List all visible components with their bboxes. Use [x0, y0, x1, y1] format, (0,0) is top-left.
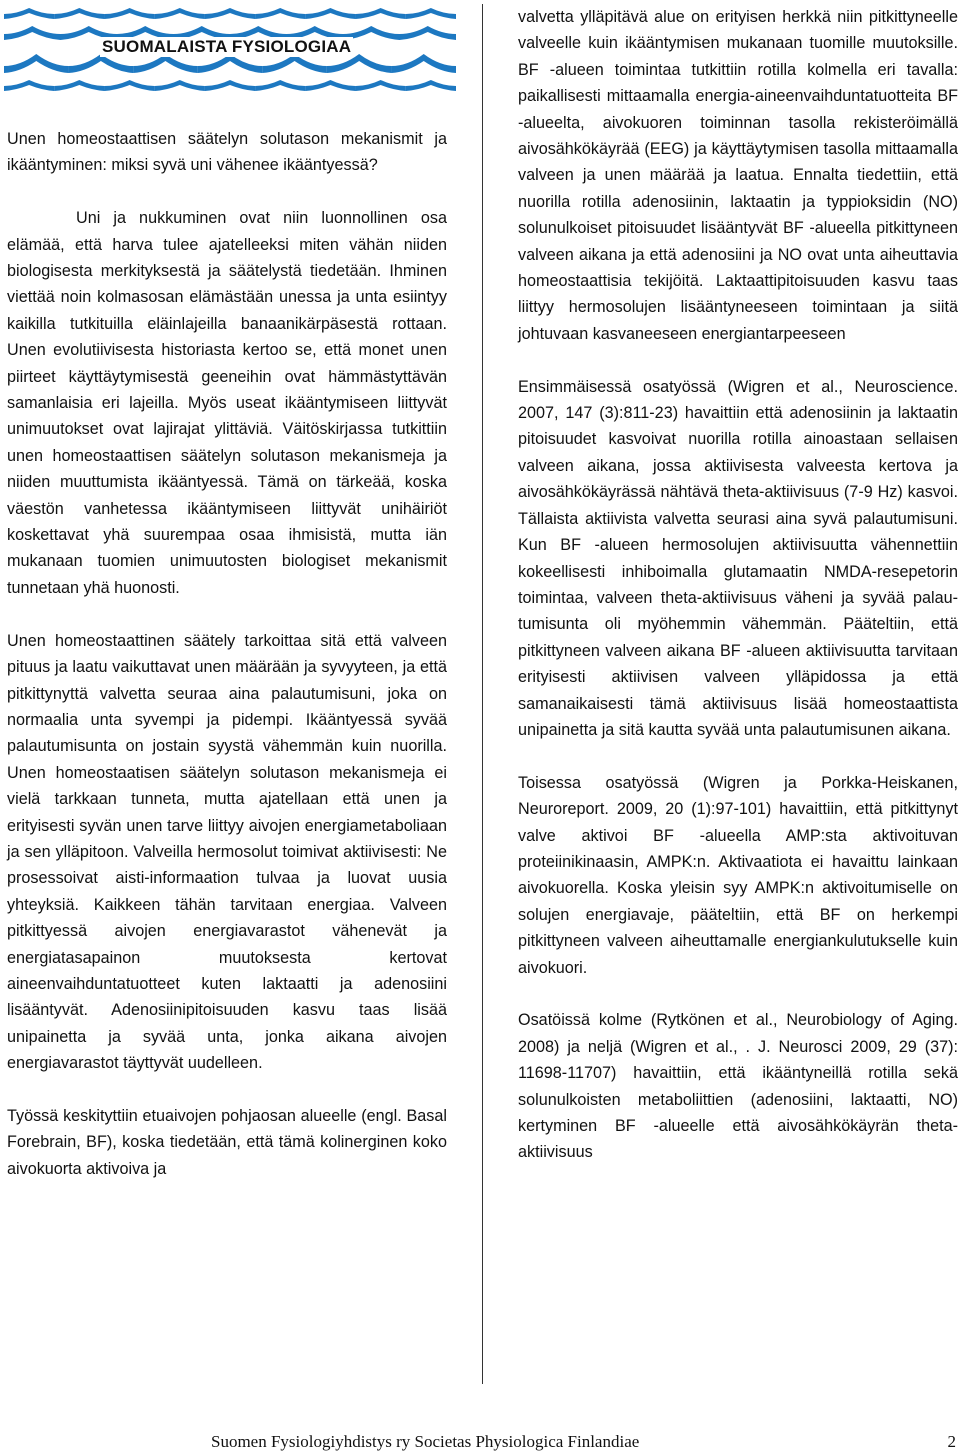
paragraph-bf-methods: valvetta ylläpitävä alue on erityisen herkkä niin pitkittyneelle valveelle kuin ikääntymisen mukanaan tuomille muutoksille. BF -alueen toimintaa tutkittiin rotilla kolmella eri tavalla: paikallisesti mittaamalla energia-aineenvaihduntatuotteita BF -alueelta, aivokuoren toiminnan tasolla rekisteröimällä aivosähkökäyrää (EEG) ja käyttäytymisen tasolla mittaamalla valveen ja unen määrää ja laatua. Ennalta tiedettiin, että nuorilla rotilla adenosiinin, laktaatin ja typpioksidin (NO) solunulkoiset pitoisuudet lisääntyvät BF -alueella pitkittyneen valveen aikana ja että adenosiini ja NO ovat unta aiheuttavia homeostaattisia tekijöitä. Laktaattipitoisuuden kasvu taas liittyy hermosolujen lisääntyneeseen toimintaan ja siitä johtuvaan kasvaneeseen energiantarpeeseen [518, 8, 958, 343]
page-footer [211, 1432, 956, 1452]
paragraph-study-2: Toisessa osatyössä (Wigren ja Porkka-Heiskanen, Neuroreport. 2009, 20 (1):97-101) havaittiin, että pitkittynyt valve aktivoi BF -alueella AMP:sta aktivoituvan proteiinikinaasin, AMPK:n. Aktivaatiota ei havaittu lainkaan aivokuorella. Koska yleisin syy AMPK:n aktivoitumiselle on solujen energiavaje, pääteltiin, että BF on herkempi pitkittyneen valveen aiheuttamalle energiankulutukselle kuin aivokuori. [518, 773, 958, 977]
wave-shape [356, 80, 406, 91]
paragraph-study-1: Ensimmäisessä osatyössä (Wigren et al., Neuroscience. 2007, 147 (3):811-23) havaittiin että adenosiinin ja laktaatin pitoisuudet kasvoivat nuorilla rotilla ainoastaan sellaisen valveen aikana, jossa aktiivisesta valveesta kertova ja aivosähkökäyrässä nähtävä theta-aktiivisuus (7-9 Hz) kasvoi. Tällaista aktiivista valvetta seurasi aina syvä palautumisuni. Kun BF -alueen hermosolujen aktiivisuutta vähennettiin kokeellisesti inhiboimalla glutamaatin NMDA-resepetorin toimintaa, valveen theta-aktiivisuus väheni ja syvää palautumisunta oli myöhemmin vähemmän. Pääteltiin, että pitkittyneen valveen aikana BF -alueen aktiivisuutta tarvitaan erityisesti aktiivisen valveen ylläpidossa ja että samanaikaisesti tämä aktiivisuus lisää homeostaattista unipainetta ja sitä kautta syvää unta palautumisunen aikana. [518, 377, 958, 739]
journal-title: SUOMALAISTA FYSIOLOGIAA [102, 37, 352, 56]
wave-shape [4, 80, 54, 91]
wave-shape [305, 8, 355, 19]
journal-banner [4, 4, 456, 94]
wave-shape [205, 8, 255, 19]
left-column [7, 126, 447, 1209]
paragraph-homeostasis: Unen homeostaattinen säätely tarkoittaa sitä että valveen pituus ja laatu vaikuttavat unen määrään ja syvyyteen, ja että pitkittynyttä valvetta seuraa aina palautumisuni, joka on normaalia unta syvempi ja pidempi. Ikääntyessä syvää palautumisunta on jostain syystä vähemmän kuin nuorilla. Unen homeostaatisen säätelyn solutason mekanismeja ei vielä tarkkaan tunneta, mutta ajatellaan että unen ja erityisesti syvän unen tarve liittyy aivojen energiametaboliaan ja sen ylläpitoon. Valveilla hermosolut toimivat aktiivisesti: Ne prosessoivat aisti-informaation tulvaa ja luovat uusia yhteyksiä. Kaikkeen tähän tarvitaan energiaa. Valveen pitkittyessä aivojen energiavarastot vähenevät ja energiatasapainon muutoksesta kertovat aineenvaihduntatuotteet kuten laktaatti ja adenosiini lisääntyvät. Adenosiinipitoisuuden kasvu taas lisää unipainetta ja syvää unta, jonka aikana aivojen energiavarastot täyttyvät uudelleen. [7, 631, 447, 1073]
paragraph-study-3-4: Osatöissä kolme (Rytkönen et al., Neurobiology of Aging. 2008) ja neljä (Wigren et al., . J. Neurosci 2009, 29 (37): 11698-11707) havaittiin, että ikääntyneillä rotilla sekä solunulkoisten metaboliittien (adenosiini, laktaatti, NO) kertyminen BF -alueelle että aivosähkökäyrän theta-aktiivisuus [518, 1011, 958, 1162]
wave-shape [4, 54, 69, 73]
page-number: 2 [947, 1432, 956, 1451]
wave-shape [391, 54, 456, 73]
wave-shape [54, 8, 104, 19]
paragraph-intro: Uni ja nukkuminen ovat niin luonnollinen osa elämää, että harva tulee ajatelleeksi miten vähän niiden biologisesta merkityksestä ja säätelystä tiedetään. Ihminen viettää noin kolmasosan elämästään unessa ja unta esiintyy kaikilla tutkituilla eläinlajeilla banaanikärpäsestä rottaan. Unen evolutiivisesta historiasta kertoo se, että monet unen piirteet käyttäytymisestä geeneihin ovat hämmästyttävän samanlaisia eri lajeilla. Myös useat ikääntymiseen liittyvät unimuutokset ovat lajirajat ylittäviä. Väitöskirjassa tutkittiin unen homeostaattisen säätelyn solutason mekanismeja ja niiden muuttumista ikääntyessä. Tämä on tärkeää, koska väestön vanhetessa ikääntymiseen liittyvät unihäiriöt koskettavat yhä suurempaa osaa ihmisistä, mutta iän mukanaan tuomien unimuutosten biologiset mekanismit tunnetaan yhä huonosti. [7, 209, 447, 597]
wave-shape [406, 8, 456, 19]
wave-shape [205, 80, 255, 91]
article-title: Unen homeostaattisen säätelyn solutason mekanismit ja ikääntyminen: miksi syvä uni vähenee ikääntyessä? [7, 130, 447, 175]
wave-shape [155, 8, 205, 19]
wave-shape [4, 26, 61, 40]
paragraph-basal-forebrain: Työssä keskityttiin etuaivojen pohjaosan alueelle (engl. Basal Forebrain, BF), koska tiedetään, että tämä kolinerginen koko aivokuorta aktivoiva ja [7, 1106, 447, 1178]
wave-shape [305, 80, 355, 91]
wave-shape [54, 80, 104, 91]
column-divider [482, 4, 483, 1384]
wave-shape [104, 8, 154, 19]
wave-shape [4, 8, 54, 19]
footer-society: Suomen Fysiologiyhdistys ry Societas Physiologica Finlandiae [211, 1432, 640, 1451]
wave-shape [255, 80, 305, 91]
wave-shape [406, 80, 456, 91]
wave-shape [104, 80, 154, 91]
right-column [518, 4, 958, 1192]
wave-shape [255, 8, 305, 19]
wave-shape [155, 80, 205, 91]
wave-shape [400, 26, 457, 40]
wave-shape [356, 8, 406, 19]
